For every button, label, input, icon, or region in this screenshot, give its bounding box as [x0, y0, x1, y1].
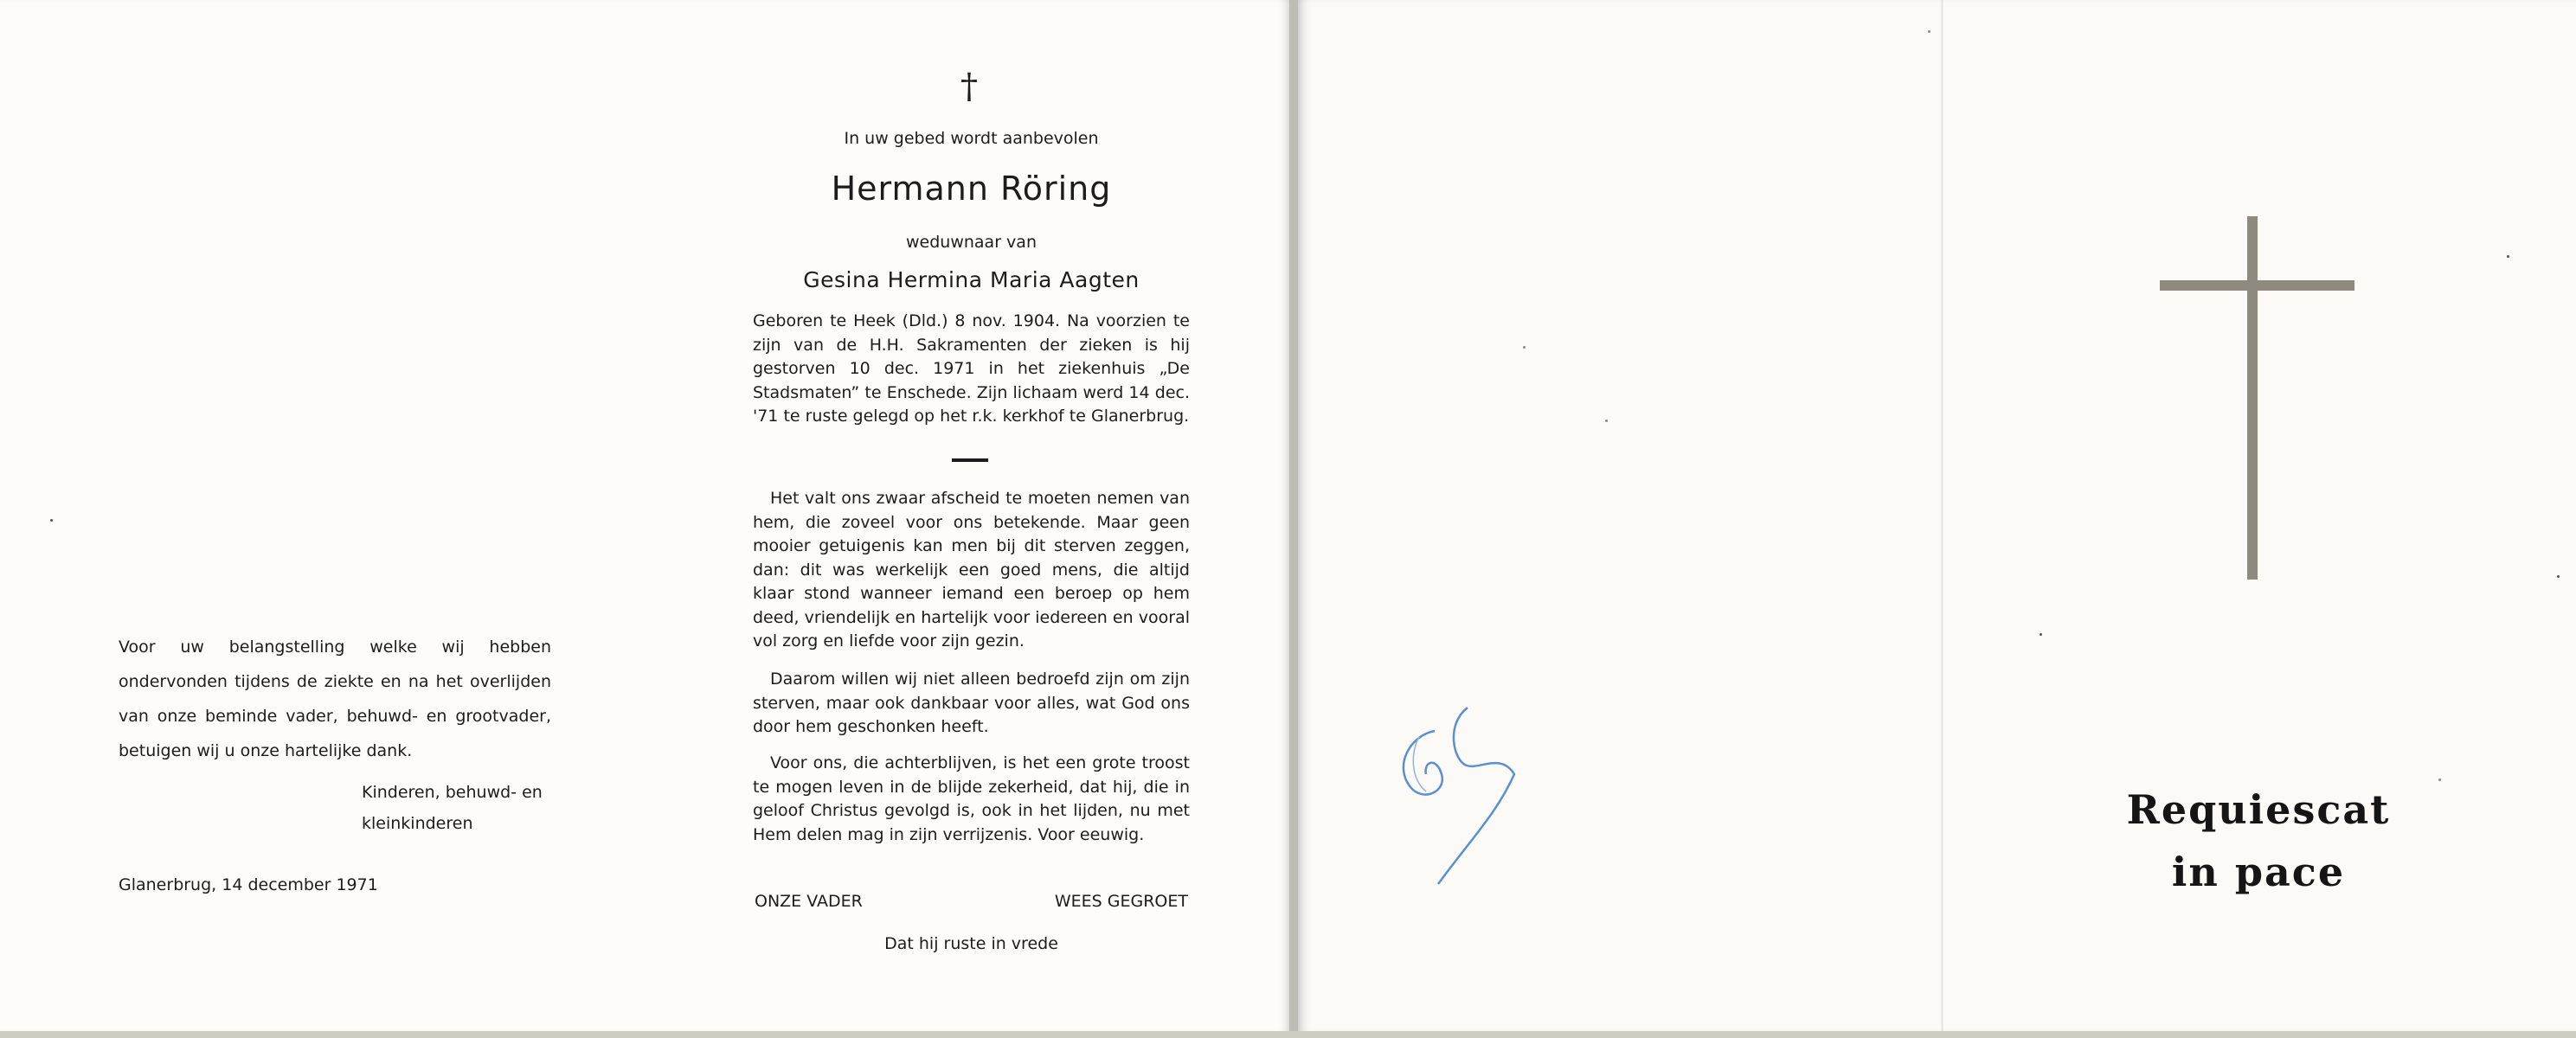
speck — [2438, 778, 2441, 781]
pen-mark-icon — [1384, 683, 1575, 900]
thanks-text — [119, 630, 551, 768]
speck — [2557, 575, 2560, 578]
paragraph-1: Het valt ons zwaar afscheid te moeten nemen van hem, die zoveel voor ons betekende. Maar geen mooier getuigenis kan men bij dit sterven zeggen, dan: dit was werkelijk een goed mens, die altijd klaar stond wanneer iemand een beroep op hem deed, vriendelijk en hartelijk voor iedereen en vooral vol zorg en liefde voor zijn gezin. — [753, 489, 1190, 650]
rip-line-2: in pace — [2171, 849, 2346, 895]
cross-horizontal-bar — [2160, 280, 2354, 291]
speck — [2507, 255, 2509, 258]
prayers — [755, 888, 1188, 914]
spouse-name: Gesina Hermina Maria Aagten — [803, 267, 1140, 292]
small-cross-icon: † — [960, 67, 978, 106]
cross-vertical-bar — [2247, 216, 2258, 580]
signers-line-2: kleinkinderen — [362, 814, 473, 833]
place-date: Glanerbrug, 14 december 1971 — [119, 875, 378, 894]
deceased-name: Hermann Röring — [831, 170, 1112, 208]
sheet-gap — [1289, 0, 1298, 1038]
paragraph-3: Voor ons, die achterblijven, is het een grote troost te mogen leven in de blijde zekerheid, dat hij, die in geloof Christus gevolgd is, ook in het lijden, nu met Hem delen mag in zijn verrijzenis. Voor eeuwig. — [753, 753, 1190, 844]
speck — [2040, 633, 2042, 636]
thanks-paragraph: Voor uw belangstelling welke wij hebben ondervonden tijdens de ziekte en na het overlijden van onze beminde vader, behuwd- en grootvader, betuigen wij u onze hartelijke dank. — [119, 638, 551, 760]
birth-paragraph: Geboren te Heek (Dld.) 8 nov. 1904. Na voorzien te zijn van de H.H. Sakramenten der zieken is hij gestorven 10 dec. 1971 in het ziekenhuis „De Stadsmaten” te Enschede. Zijn lichaam werd 14 dec. '71 te ruste gelegd op het r.k. kerkhof te Glanerbrug. — [753, 311, 1190, 426]
signers — [362, 777, 556, 839]
prayer-wees-gegroet: WEES GEGROET — [1054, 892, 1188, 911]
prayer-onze-vader: ONZE VADER — [755, 892, 863, 911]
widower-of: weduwnaar van — [906, 233, 1037, 252]
scan-bottom-edge — [0, 1031, 2576, 1038]
speck — [1523, 346, 1526, 349]
fold-line — [1941, 0, 1943, 1034]
speck — [50, 519, 53, 522]
cross-icon — [2160, 216, 2354, 580]
requiescat-in-pace — [2094, 778, 2423, 903]
signers-line-1: Kinderen, behuwd- en — [362, 783, 543, 802]
speck — [1928, 30, 1930, 33]
paragraph-2: Daarom willen wij niet alleen bedroefd zijn om zijn sterven, maar ook dankbaar voor alles, wat God ons door hem geschonken heeft. — [753, 670, 1190, 736]
intro-line: In uw gebed wordt aanbevolen — [844, 129, 1099, 148]
rip-line-1: Requiescat — [2126, 786, 2391, 833]
closing-line: Dat hij ruste in vrede — [884, 934, 1058, 953]
divider — [952, 458, 988, 462]
speck — [1605, 420, 1608, 422]
